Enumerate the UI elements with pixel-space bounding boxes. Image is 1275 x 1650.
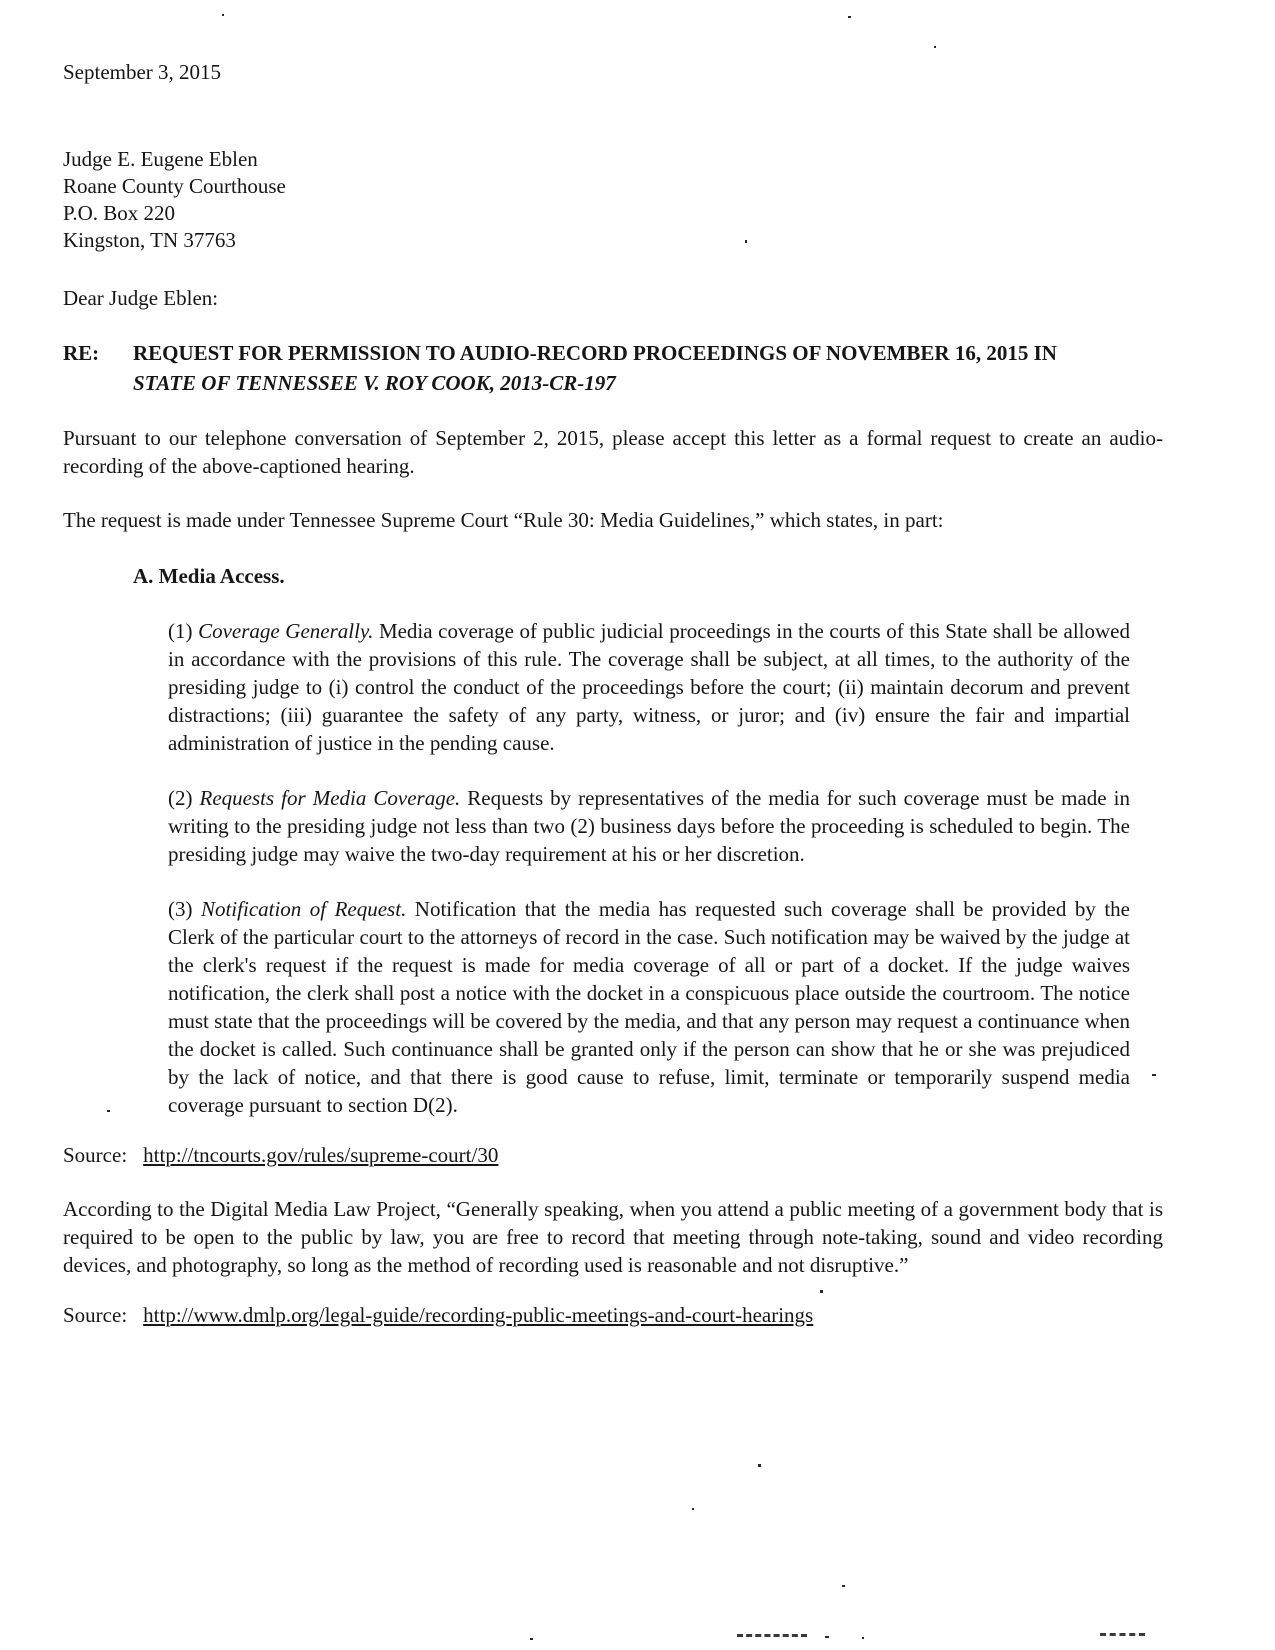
re-label: RE:	[63, 341, 100, 365]
recipient-city-state-zip: Kingston, TN 37763	[63, 228, 236, 252]
scan-speck	[820, 1290, 823, 1293]
source-link-dmlp[interactable]: http://www.dmlp.org/legal-guide/recording-public-meetings-and-court-hearings	[143, 1303, 814, 1327]
paragraph-rule30-intro: The request is made under Tennessee Supreme Court “Rule 30: Media Guidelines,” which states, in part:	[63, 508, 944, 532]
salutation: Dear Judge Eblen:	[63, 286, 219, 310]
rule-item-2-title: Requests for Media Coverage.	[199, 786, 461, 810]
rule-item-2-body: Requests by representatives of the media for such coverage must be made in writing to the presiding judge not less than two (2) business days before the proceeding is scheduled to begin. The presiding judge may waive the two-day requirement at his or her discretion.	[168, 786, 1130, 866]
scan-speck	[934, 46, 936, 48]
rule-item-3-number: (3)	[168, 897, 201, 921]
scan-speck	[848, 16, 851, 18]
source-line-tncourts	[63, 1141, 1163, 1169]
scan-speck	[758, 1464, 761, 1467]
rule-item-2-number: (2)	[168, 786, 200, 810]
source-label: Source:	[63, 1143, 128, 1167]
recipient-building: Roane County Courthouse	[63, 174, 286, 198]
re-heading	[63, 338, 1163, 398]
source-line-dmlp	[63, 1301, 1163, 1329]
scan-speck	[692, 1508, 694, 1510]
source-label: Source:	[63, 1303, 128, 1327]
rule-item-1-title: Coverage Generally.	[198, 619, 374, 643]
rule-item-3-body: Notification that the media has requested such coverage shall be provided by the Clerk of the particular court to the attorneys of record in the case. Such notification may be waived by the judge at the clerk's request if the request is made for media coverage of all or part of a docket. If the judge waives notification, the clerk shall post a notice with the docket in a conspicuous place outside the courtroom. The notice must state that the proceedings will be covered by the media, and that any person may request a continuance when the docket is called. Such continuance shall be granted only if the person can show that he or she was prejudiced by the lack of notice, and that there is good cause to refuse, limit, terminate or temporarily suspend media coverage pursuant to section D(2).	[168, 897, 1130, 1117]
re-case-name: STATE OF TENNESSEE V. ROY COOK, 2013-CR-197	[133, 371, 616, 395]
rule-section-heading: A. Media Access.	[133, 564, 285, 588]
scan-speck	[842, 1585, 845, 1587]
scan-speck	[530, 1638, 533, 1640]
paragraph-pursuant: Pursuant to our telephone conversation of September 2, 2015, please accept this letter as a formal request to create an audio-recording of the above-captioned hearing.	[63, 426, 1163, 478]
rule-item-1-number: (1)	[168, 619, 199, 643]
re-subject	[133, 338, 1118, 398]
paragraph-dmlp-quote: According to the Digital Media Law Project, “Generally speaking, when you attend a public meeting of a government body that is required to be open to the public by law, you are free to record that meeting through note-taking, sound and video recording devices, and photography, so long as the method of recording used is reasonable and not disruptive.”	[63, 1197, 1163, 1277]
recipient-name: Judge E. Eugene Eblen	[63, 147, 258, 171]
rule-item-3	[168, 895, 1130, 1119]
recipient-address	[63, 146, 1163, 254]
scan-speck	[222, 14, 224, 16]
scan-speck	[862, 1637, 864, 1639]
rule-item-1-body: Media coverage of public judicial proceedings in the courts of this State shall be allowed in accordance with the provisions of this rule. The coverage shall be subject, at all times, to the authority of the presiding judge to (i) control the conduct of the proceedings before the court; (ii) maintain decorum and prevent distractions; (iii) guarantee the safety of any party, witness, or juror; and (iv) ensure the fair and impartial administration of justice in the pending cause.	[168, 619, 1130, 755]
scan-speck	[1152, 1074, 1156, 1076]
scan-speck	[745, 240, 747, 243]
rule-item-3-title: Notification of Request.	[200, 897, 407, 921]
scan-dash-artifact	[1100, 1633, 1145, 1636]
rule-item-1	[168, 617, 1130, 757]
scan-speck	[825, 1636, 829, 1638]
recipient-po-box: P.O. Box 220	[63, 201, 176, 225]
re-subject-text: REQUEST FOR PERMISSION TO AUDIO-RECORD PROCEEDINGS OF NOVEMBER 16, 2015 IN	[133, 341, 1057, 365]
scan-dash-artifact	[737, 1634, 807, 1637]
scan-speck	[107, 1110, 110, 1112]
letter-date: September 3, 2015	[63, 60, 222, 84]
rule-item-2	[168, 784, 1130, 868]
source-link-tncourts[interactable]: http://tncourts.gov/rules/supreme-court/30	[143, 1143, 499, 1167]
